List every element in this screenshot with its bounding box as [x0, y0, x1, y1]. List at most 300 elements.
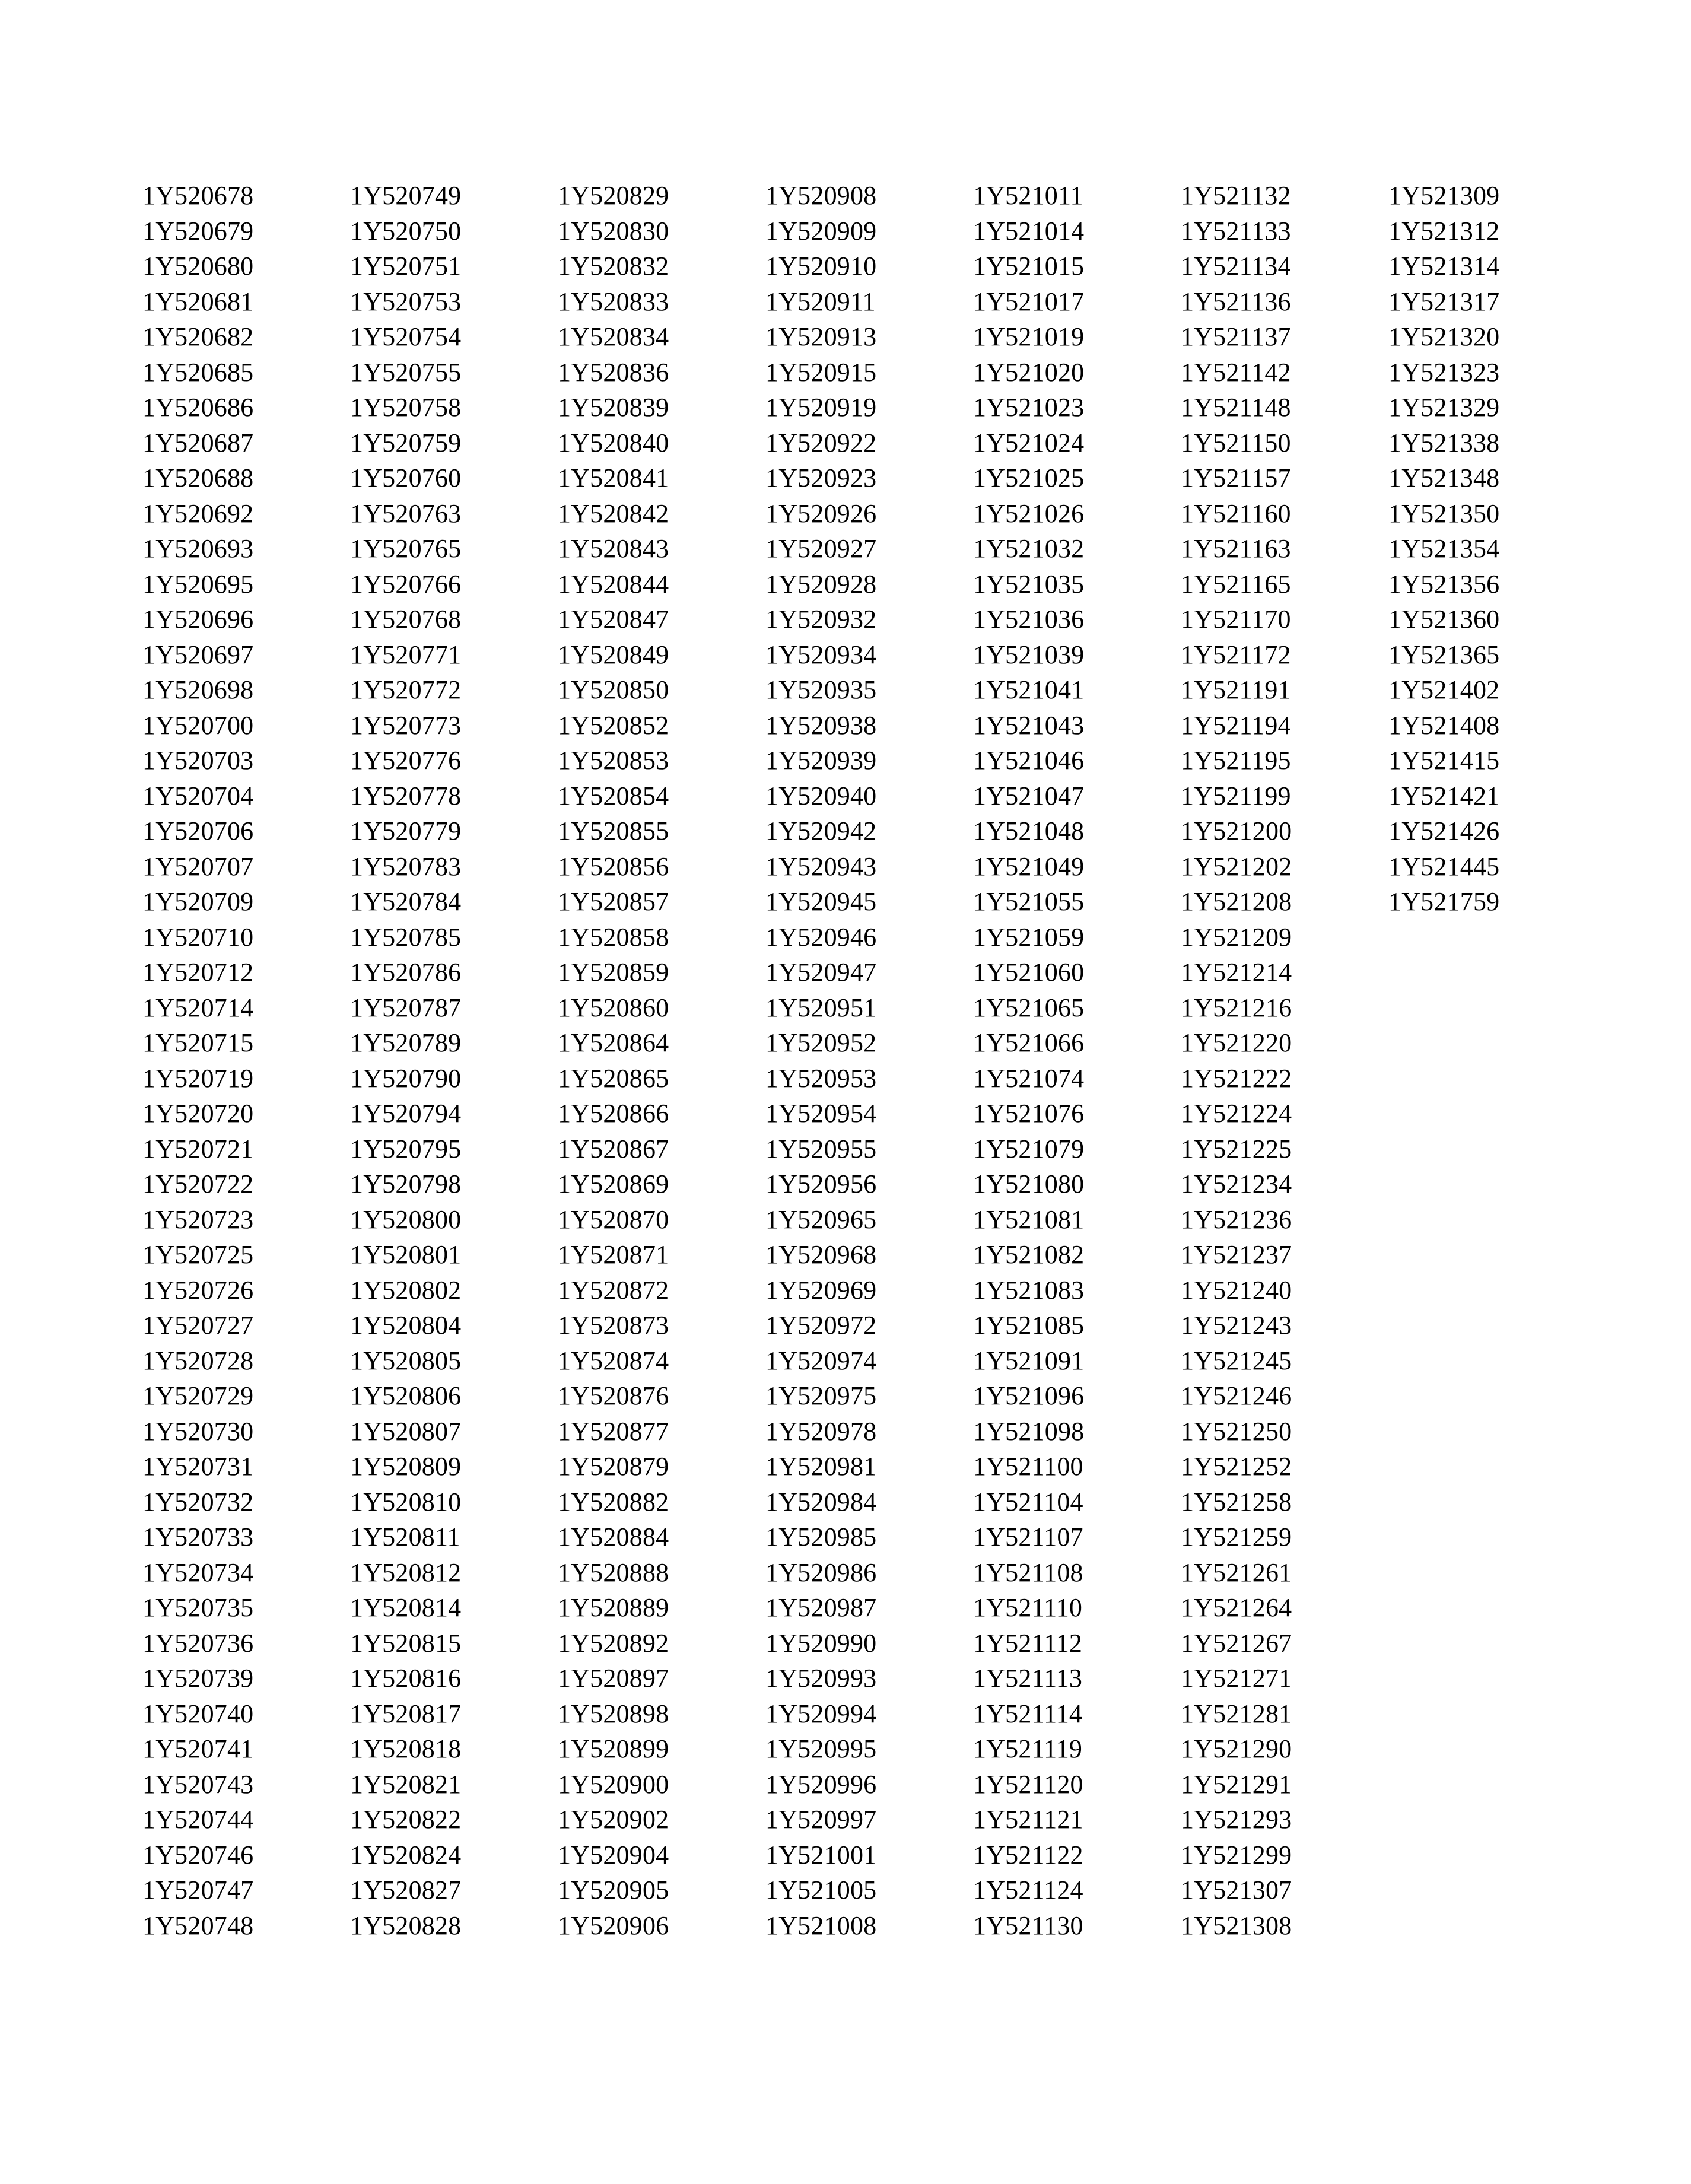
number-entry: 1Y520771 — [350, 640, 462, 669]
number-entry: 1Y520818 — [350, 1734, 462, 1763]
number-column — [142, 178, 350, 1943]
number-entry: 1Y521415 — [1388, 746, 1500, 775]
number-entry: 1Y521172 — [1181, 640, 1291, 669]
number-entry: 1Y520850 — [558, 675, 669, 704]
number-entry: 1Y521055 — [973, 887, 1085, 916]
number-entry: 1Y521202 — [1181, 851, 1292, 881]
number-entry: 1Y520725 — [142, 1240, 254, 1269]
number-column — [350, 178, 558, 1943]
number-entry: 1Y520704 — [142, 781, 254, 810]
number-entry: 1Y521041 — [973, 675, 1085, 704]
number-entry: 1Y520714 — [142, 993, 254, 1022]
number-entry: 1Y521049 — [973, 851, 1085, 881]
number-entry: 1Y520763 — [350, 498, 462, 528]
number-entry: 1Y520824 — [350, 1840, 462, 1870]
number-entry: 1Y520869 — [558, 1169, 669, 1199]
number-entry: 1Y521308 — [1181, 1910, 1292, 1940]
number-entry: 1Y520884 — [558, 1522, 669, 1552]
number-entry: 1Y520719 — [142, 1063, 254, 1093]
number-entry: 1Y520809 — [350, 1452, 462, 1481]
number-entry: 1Y521194 — [1181, 710, 1291, 740]
number-entry: 1Y520938 — [765, 710, 877, 740]
number-entry: 1Y520854 — [558, 781, 669, 810]
number-entry: 1Y520696 — [142, 605, 254, 634]
number-entry: 1Y520806 — [350, 1381, 462, 1410]
number-entry: 1Y520871 — [558, 1240, 669, 1269]
number-entry: 1Y521312 — [1388, 216, 1500, 246]
number-column — [1181, 178, 1388, 1943]
number-entry: 1Y521048 — [973, 816, 1085, 845]
number-entry: 1Y520830 — [558, 216, 669, 246]
number-entry: 1Y520798 — [350, 1169, 462, 1199]
number-entry: 1Y520754 — [350, 322, 462, 351]
number-entry: 1Y520685 — [142, 357, 254, 387]
number-entry: 1Y520766 — [350, 569, 462, 599]
number-entry: 1Y520807 — [350, 1416, 462, 1446]
number-entry: 1Y520710 — [142, 922, 254, 952]
number-entry: 1Y520953 — [765, 1063, 877, 1093]
number-entry: 1Y520707 — [142, 851, 254, 881]
number-entry: 1Y521299 — [1181, 1840, 1292, 1870]
number-entry: 1Y521001 — [765, 1840, 877, 1870]
number-entry: 1Y520731 — [142, 1452, 254, 1481]
number-entry: 1Y520990 — [765, 1628, 877, 1658]
number-entry: 1Y521107 — [973, 1522, 1083, 1552]
number-entry: 1Y520928 — [765, 569, 877, 599]
number-entry: 1Y520939 — [765, 746, 877, 775]
number-entry: 1Y521136 — [1181, 287, 1291, 316]
number-entry: 1Y521019 — [973, 322, 1085, 351]
number-entry: 1Y520759 — [350, 428, 462, 457]
number-entry: 1Y521307 — [1181, 1875, 1292, 1905]
number-entry: 1Y521023 — [973, 393, 1085, 422]
number-column — [765, 178, 973, 1943]
number-entry: 1Y521008 — [765, 1910, 877, 1940]
number-entry: 1Y521350 — [1388, 498, 1500, 528]
number-entry: 1Y520981 — [765, 1452, 877, 1481]
number-entry: 1Y520888 — [558, 1557, 669, 1587]
number-entry: 1Y520687 — [142, 428, 254, 457]
number-entry: 1Y521020 — [973, 357, 1085, 387]
number-entry: 1Y521408 — [1388, 710, 1500, 740]
number-entry: 1Y521085 — [973, 1311, 1085, 1340]
number-entry: 1Y521323 — [1388, 357, 1500, 387]
number-entry: 1Y520985 — [765, 1522, 877, 1552]
number-entry: 1Y520778 — [350, 781, 462, 810]
number-entry: 1Y520955 — [765, 1134, 877, 1163]
number-entry: 1Y521122 — [973, 1840, 1083, 1870]
number-entry: 1Y521157 — [1181, 463, 1291, 492]
number-entry: 1Y520734 — [142, 1557, 254, 1587]
number-entry: 1Y520923 — [765, 463, 877, 492]
number-entry: 1Y521079 — [973, 1134, 1085, 1163]
number-entry: 1Y520940 — [765, 781, 877, 810]
number-entry: 1Y520709 — [142, 887, 254, 916]
number-entry: 1Y521214 — [1181, 958, 1292, 987]
number-entry: 1Y520795 — [350, 1134, 462, 1163]
number-entry: 1Y521348 — [1388, 463, 1500, 492]
number-entry: 1Y520787 — [350, 993, 462, 1022]
number-entry: 1Y521124 — [973, 1875, 1083, 1905]
number-entry: 1Y521250 — [1181, 1416, 1292, 1446]
number-entry: 1Y521120 — [973, 1769, 1083, 1799]
number-entry: 1Y521091 — [973, 1346, 1085, 1375]
number-entry: 1Y520932 — [765, 605, 877, 634]
number-entry: 1Y521098 — [973, 1416, 1085, 1446]
number-entry: 1Y520722 — [142, 1169, 254, 1199]
number-entry: 1Y520821 — [350, 1769, 462, 1799]
number-entry: 1Y521130 — [973, 1910, 1083, 1940]
number-entry: 1Y520747 — [142, 1875, 254, 1905]
number-entry: 1Y521320 — [1388, 322, 1500, 351]
number-entry: 1Y520847 — [558, 605, 669, 634]
number-entry: 1Y521245 — [1181, 1346, 1292, 1375]
number-entry: 1Y521065 — [973, 993, 1085, 1022]
number-entry: 1Y521170 — [1181, 605, 1291, 634]
number-entry: 1Y520839 — [558, 393, 669, 422]
number-entry: 1Y520994 — [765, 1699, 877, 1728]
number-entry: 1Y520874 — [558, 1346, 669, 1375]
number-entry: 1Y521237 — [1181, 1240, 1292, 1269]
number-entry: 1Y521191 — [1181, 675, 1291, 704]
number-entry: 1Y520840 — [558, 428, 669, 457]
number-entry: 1Y520849 — [558, 640, 669, 669]
number-entry: 1Y520975 — [765, 1381, 877, 1410]
number-entry: 1Y521240 — [1181, 1275, 1292, 1305]
number-entry: 1Y521114 — [973, 1699, 1083, 1728]
number-entry: 1Y520993 — [765, 1664, 877, 1693]
number-entry: 1Y520927 — [765, 534, 877, 563]
number-entry: 1Y521108 — [973, 1557, 1083, 1587]
number-entry: 1Y521222 — [1181, 1063, 1292, 1093]
number-entry: 1Y521281 — [1181, 1699, 1292, 1728]
number-entry: 1Y521271 — [1181, 1664, 1292, 1693]
number-entry: 1Y521110 — [973, 1593, 1083, 1622]
number-entry: 1Y521356 — [1388, 569, 1500, 599]
number-entry: 1Y520686 — [142, 393, 254, 422]
number-entry: 1Y521142 — [1181, 357, 1291, 387]
number-entry: 1Y521216 — [1181, 993, 1292, 1022]
number-entry: 1Y520864 — [558, 1028, 669, 1057]
number-entry: 1Y520700 — [142, 710, 254, 740]
number-entry: 1Y521309 — [1388, 181, 1500, 210]
number-entry: 1Y520729 — [142, 1381, 254, 1410]
number-entry: 1Y520968 — [765, 1240, 877, 1269]
number-entry: 1Y520882 — [558, 1487, 669, 1517]
number-entry: 1Y520900 — [558, 1769, 669, 1799]
number-entry: 1Y520978 — [765, 1416, 877, 1446]
number-entry: 1Y520749 — [350, 181, 462, 210]
number-entry: 1Y520790 — [350, 1063, 462, 1093]
number-entry: 1Y520760 — [350, 463, 462, 492]
number-entry: 1Y520858 — [558, 922, 669, 952]
number-entry: 1Y520712 — [142, 958, 254, 987]
number-entry: 1Y520919 — [765, 393, 877, 422]
number-entry: 1Y520730 — [142, 1416, 254, 1446]
number-entry: 1Y521243 — [1181, 1311, 1292, 1340]
number-entry: 1Y521360 — [1388, 605, 1500, 634]
number-entry: 1Y520783 — [350, 851, 462, 881]
number-entry: 1Y520922 — [765, 428, 877, 457]
number-entry: 1Y521234 — [1181, 1169, 1292, 1199]
number-entry: 1Y520870 — [558, 1204, 669, 1234]
number-entry: 1Y520942 — [765, 816, 877, 845]
number-entry: 1Y520842 — [558, 498, 669, 528]
number-entry: 1Y520804 — [350, 1311, 462, 1340]
number-entry: 1Y520681 — [142, 287, 254, 316]
number-entry: 1Y521421 — [1388, 781, 1500, 810]
number-entry: 1Y520735 — [142, 1593, 254, 1622]
number-entry: 1Y520897 — [558, 1664, 669, 1693]
number-entry: 1Y520726 — [142, 1275, 254, 1305]
number-entry: 1Y520965 — [765, 1204, 877, 1234]
number-entry: 1Y520736 — [142, 1628, 254, 1658]
number-entry: 1Y520776 — [350, 746, 462, 775]
number-entry: 1Y520995 — [765, 1734, 877, 1763]
number-entry: 1Y521317 — [1388, 287, 1500, 316]
number-entry: 1Y521060 — [973, 958, 1085, 987]
number-entry: 1Y521032 — [973, 534, 1085, 563]
number-entry: 1Y520802 — [350, 1275, 462, 1305]
number-entry: 1Y520934 — [765, 640, 877, 669]
number-entry: 1Y521121 — [973, 1805, 1083, 1834]
number-entry: 1Y521148 — [1181, 393, 1291, 422]
number-entry: 1Y520972 — [765, 1311, 877, 1340]
number-entry: 1Y521195 — [1181, 746, 1291, 775]
number-entry: 1Y520952 — [765, 1028, 877, 1057]
number-entry: 1Y520720 — [142, 1099, 254, 1128]
number-entry: 1Y521224 — [1181, 1099, 1292, 1128]
number-entry: 1Y521083 — [973, 1275, 1085, 1305]
number-column — [558, 178, 765, 1943]
number-entry: 1Y521080 — [973, 1169, 1085, 1199]
number-entry: 1Y520772 — [350, 675, 462, 704]
number-entry: 1Y521043 — [973, 710, 1085, 740]
number-entry: 1Y520915 — [765, 357, 877, 387]
number-entry: 1Y520836 — [558, 357, 669, 387]
number-entry: 1Y520956 — [765, 1169, 877, 1199]
number-entry: 1Y521209 — [1181, 922, 1292, 952]
number-entry: 1Y520877 — [558, 1416, 669, 1446]
number-entry: 1Y521039 — [973, 640, 1085, 669]
number-entry: 1Y521246 — [1181, 1381, 1292, 1410]
number-entry: 1Y520741 — [142, 1734, 254, 1763]
number-entry: 1Y520911 — [765, 287, 876, 316]
number-entry: 1Y521163 — [1181, 534, 1291, 563]
number-entry: 1Y520822 — [350, 1805, 462, 1834]
number-entry: 1Y520843 — [558, 534, 669, 563]
number-entry: 1Y520784 — [350, 887, 462, 916]
number-entry: 1Y520945 — [765, 887, 877, 916]
number-entry: 1Y520789 — [350, 1028, 462, 1057]
number-entry: 1Y521096 — [973, 1381, 1085, 1410]
number-entry: 1Y520902 — [558, 1805, 669, 1834]
number-entry: 1Y521165 — [1181, 569, 1291, 599]
number-entry: 1Y521076 — [973, 1099, 1085, 1128]
number-entry: 1Y521200 — [1181, 816, 1292, 845]
number-column — [973, 178, 1181, 1943]
number-entry: 1Y521354 — [1388, 534, 1500, 563]
number-entry: 1Y521236 — [1181, 1204, 1292, 1234]
number-entry: 1Y520997 — [765, 1805, 877, 1834]
number-entry: 1Y520834 — [558, 322, 669, 351]
number-entry: 1Y520943 — [765, 851, 877, 881]
number-entry: 1Y521082 — [973, 1240, 1085, 1269]
number-entry: 1Y521104 — [973, 1487, 1083, 1517]
number-entry: 1Y520811 — [350, 1522, 460, 1552]
number-entry: 1Y521026 — [973, 498, 1085, 528]
number-entry: 1Y520748 — [142, 1910, 254, 1940]
number-entry: 1Y520908 — [765, 181, 877, 210]
number-entry: 1Y520698 — [142, 675, 254, 704]
number-entry: 1Y520829 — [558, 181, 669, 210]
number-entry: 1Y521059 — [973, 922, 1085, 952]
number-entry: 1Y520892 — [558, 1628, 669, 1658]
number-entry: 1Y520765 — [350, 534, 462, 563]
number-entry: 1Y521046 — [973, 746, 1085, 775]
number-entry: 1Y521024 — [973, 428, 1085, 457]
number-entry: 1Y520954 — [765, 1099, 877, 1128]
number-entry: 1Y521035 — [973, 569, 1085, 599]
number-entry: 1Y520984 — [765, 1487, 877, 1517]
number-entry: 1Y521426 — [1388, 816, 1500, 845]
number-entry: 1Y521015 — [973, 252, 1085, 281]
number-entry: 1Y520828 — [350, 1910, 462, 1940]
number-entry: 1Y520727 — [142, 1311, 254, 1340]
number-entry: 1Y521011 — [973, 181, 1083, 210]
number-entry: 1Y520817 — [350, 1699, 462, 1728]
number-entry: 1Y520857 — [558, 887, 669, 916]
number-entry: 1Y520695 — [142, 569, 254, 599]
number-entry: 1Y520805 — [350, 1346, 462, 1375]
number-entry: 1Y520750 — [350, 216, 462, 246]
number-entry: 1Y521199 — [1181, 781, 1291, 810]
number-entry: 1Y521134 — [1181, 252, 1291, 281]
number-entry: 1Y520852 — [558, 710, 669, 740]
number-entry: 1Y520946 — [765, 922, 877, 952]
number-entry: 1Y520865 — [558, 1063, 669, 1093]
number-entry: 1Y520855 — [558, 816, 669, 845]
number-entry: 1Y520876 — [558, 1381, 669, 1410]
number-entry: 1Y520827 — [350, 1875, 462, 1905]
number-entry: 1Y520905 — [558, 1875, 669, 1905]
number-entry: 1Y521267 — [1181, 1628, 1292, 1658]
number-entry: 1Y520906 — [558, 1910, 669, 1940]
number-entry: 1Y520859 — [558, 958, 669, 987]
number-entry: 1Y521150 — [1181, 428, 1291, 457]
number-entry: 1Y520755 — [350, 357, 462, 387]
number-entry: 1Y521133 — [1181, 216, 1291, 246]
number-entry: 1Y521261 — [1181, 1557, 1292, 1587]
number-entry: 1Y520815 — [350, 1628, 462, 1658]
number-entry: 1Y520753 — [350, 287, 462, 316]
number-entry: 1Y520860 — [558, 993, 669, 1022]
number-entry: 1Y520728 — [142, 1346, 254, 1375]
number-entry: 1Y520692 — [142, 498, 254, 528]
number-entry: 1Y520758 — [350, 393, 462, 422]
number-entry: 1Y520773 — [350, 710, 462, 740]
number-entry: 1Y521365 — [1388, 640, 1500, 669]
number-entry: 1Y520706 — [142, 816, 254, 845]
number-entry: 1Y520833 — [558, 287, 669, 316]
number-entry: 1Y521160 — [1181, 498, 1291, 528]
number-entry: 1Y521290 — [1181, 1734, 1292, 1763]
number-entry: 1Y520800 — [350, 1204, 462, 1234]
number-entry: 1Y520682 — [142, 322, 254, 351]
number-entry: 1Y520873 — [558, 1311, 669, 1340]
number-entry: 1Y520926 — [765, 498, 877, 528]
number-entry: 1Y521137 — [1181, 322, 1291, 351]
number-entry: 1Y520744 — [142, 1805, 254, 1834]
number-entry: 1Y520794 — [350, 1099, 462, 1128]
number-entry: 1Y520743 — [142, 1769, 254, 1799]
number-entry: 1Y520904 — [558, 1840, 669, 1870]
number-entry: 1Y521208 — [1181, 887, 1292, 916]
number-entry: 1Y521112 — [973, 1628, 1083, 1658]
number-entry: 1Y520739 — [142, 1664, 254, 1693]
number-entry: 1Y521225 — [1181, 1134, 1292, 1163]
number-column — [1388, 178, 1596, 920]
number-entry: 1Y520856 — [558, 851, 669, 881]
number-entry: 1Y520746 — [142, 1840, 254, 1870]
number-entry: 1Y520844 — [558, 569, 669, 599]
number-entry: 1Y521293 — [1181, 1805, 1292, 1834]
number-entry: 1Y520832 — [558, 252, 669, 281]
number-entry: 1Y520898 — [558, 1699, 669, 1728]
number-entry: 1Y520879 — [558, 1452, 669, 1481]
number-entry: 1Y520814 — [350, 1593, 462, 1622]
number-entry: 1Y520812 — [350, 1557, 462, 1587]
number-entry: 1Y521047 — [973, 781, 1085, 810]
number-entry: 1Y521759 — [1388, 887, 1500, 916]
number-entry: 1Y520969 — [765, 1275, 877, 1305]
number-entry: 1Y521119 — [973, 1734, 1083, 1763]
number-entry: 1Y521100 — [973, 1452, 1083, 1481]
number-entry: 1Y520947 — [765, 958, 877, 987]
number-entry: 1Y520986 — [765, 1557, 877, 1587]
number-entry: 1Y520935 — [765, 675, 877, 704]
number-entry: 1Y520680 — [142, 252, 254, 281]
number-columns — [142, 178, 1691, 1943]
number-entry: 1Y520715 — [142, 1028, 254, 1057]
number-entry: 1Y520909 — [765, 216, 877, 246]
number-entry: 1Y521329 — [1388, 393, 1500, 422]
number-entry: 1Y521314 — [1388, 252, 1500, 281]
number-entry: 1Y520693 — [142, 534, 254, 563]
number-entry: 1Y520974 — [765, 1346, 877, 1375]
number-entry: 1Y520910 — [765, 252, 877, 281]
number-entry: 1Y520810 — [350, 1487, 462, 1517]
number-entry: 1Y521025 — [973, 463, 1085, 492]
number-entry: 1Y520987 — [765, 1593, 877, 1622]
number-entry: 1Y521264 — [1181, 1593, 1292, 1622]
number-entry: 1Y520913 — [765, 322, 877, 351]
number-entry: 1Y520872 — [558, 1275, 669, 1305]
number-entry: 1Y521014 — [973, 216, 1085, 246]
number-entry: 1Y520816 — [350, 1664, 462, 1693]
number-entry: 1Y521258 — [1181, 1487, 1292, 1517]
number-entry: 1Y521259 — [1181, 1522, 1292, 1552]
number-entry: 1Y521113 — [973, 1664, 1083, 1693]
number-entry: 1Y521074 — [973, 1063, 1085, 1093]
number-entry: 1Y520951 — [765, 993, 877, 1022]
number-entry: 1Y520723 — [142, 1204, 254, 1234]
number-entry: 1Y520996 — [765, 1769, 877, 1799]
number-entry: 1Y520786 — [350, 958, 462, 987]
number-entry: 1Y520740 — [142, 1699, 254, 1728]
number-entry: 1Y521017 — [973, 287, 1085, 316]
number-entry: 1Y520866 — [558, 1099, 669, 1128]
